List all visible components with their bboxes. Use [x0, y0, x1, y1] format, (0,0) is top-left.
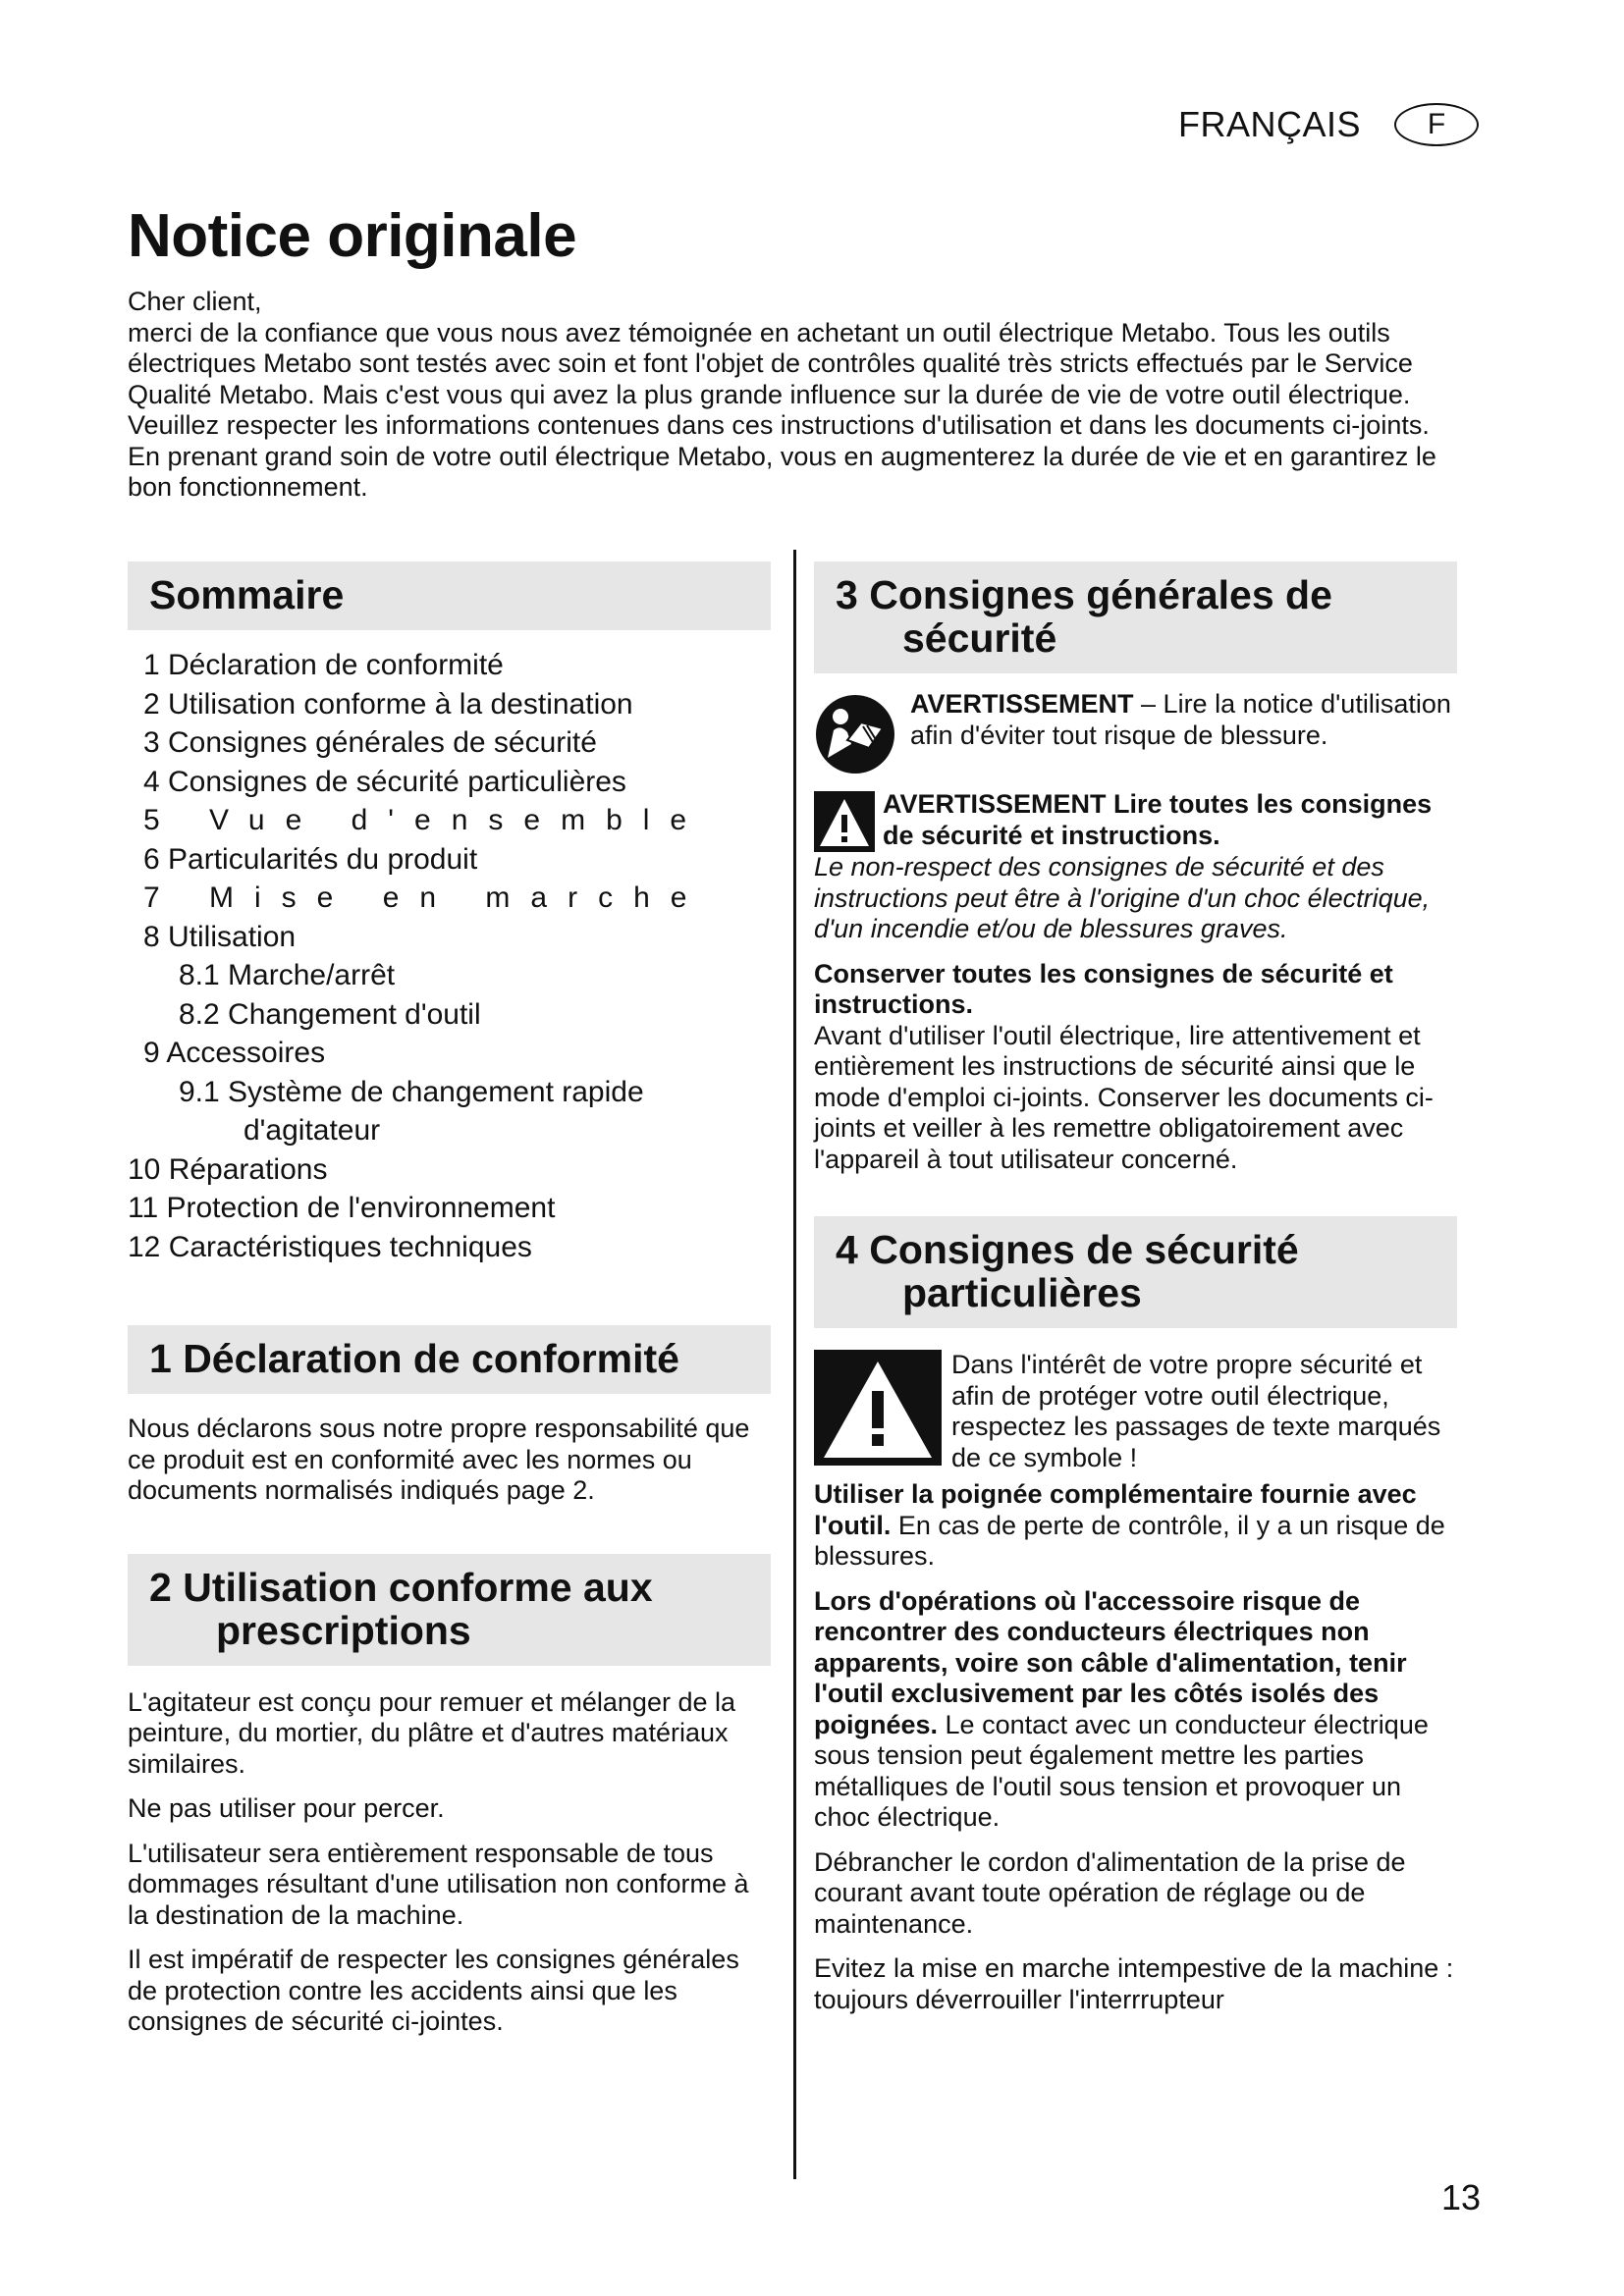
read-manual-icon [814, 693, 896, 775]
toc-item: 12 Caractéristiques techniques [128, 1230, 532, 1263]
toc-item: 4 Consignes de sécurité particulières [143, 765, 626, 798]
section-4-paragraph [814, 1479, 1457, 1573]
warning-triangle-icon [814, 1350, 942, 1466]
section-2-number: 2 [149, 1564, 172, 1610]
section-4-title-line1: Consignes de sécurité [869, 1227, 1299, 1272]
section-4-heading [814, 1216, 1457, 1328]
section-1-body [128, 1414, 771, 1507]
section-3-title-line1: Consignes générales de [869, 572, 1332, 617]
intro-text: merci de la confiance que vous nous avez témoignée en achetant un outil électrique Metabo. Tous les outils électriques Metabo sont testés avec soin et font l'objet de contrôles qualité très stricts effectués par le Service Qualité Metabo. Mais c'est vous qui avez la plus grande influence sur la durée de vie de votre outil électrique. Veuillez respecter les informations contenues dans ces instructions d'utilisation et dans les documents ci-joints. En prenant grand soin de votre outil électrique Metabo, vous en augmenterez la durée de vie et en garantirez le bon fonctionnement. [128, 317, 1436, 502]
section-3-heading [814, 561, 1457, 673]
section-4-title-line2: particulières [902, 1270, 1142, 1315]
right-column [814, 561, 1457, 2029]
warning-triangle-icon [814, 791, 875, 852]
section-2-paragraph: Ne pas utiliser pour percer. [128, 1793, 445, 1823]
safety-symbol-notice [814, 1350, 1457, 1479]
section-2-paragraph: L'utilisateur sera entièrement responsable de tous dommages résultant d'une utilisation non conforme à la destination de la machine. [128, 1838, 749, 1930]
keep-instructions-bold: Conserver toutes les consignes de sécurité et instructions. [814, 958, 1393, 1019]
toc-subitem: 9.1 Système de changement rapide [179, 1075, 644, 1108]
toc-item: 3 Consignes générales de sécurité [143, 726, 597, 759]
section-2-heading [128, 1554, 771, 1666]
intro-paragraph [128, 287, 1463, 504]
section-3-number: 3 [836, 572, 858, 617]
toc-item: 11 Protection de l'environnement [128, 1192, 556, 1224]
section-4-paragraph: Débrancher le cordon d'alimentation de la prise de courant avant toute opération de réglage ou de maintenance. [814, 1846, 1406, 1939]
section-4-text: En cas de perte de contrôle, il y a un risque de blessures. [814, 1510, 1445, 1571]
toc-item: 10 Réparations [128, 1152, 328, 1186]
section-4-bold: Utiliser la poignée complémentaire fournie avec l'outil. [814, 1479, 1417, 1540]
toc-subitem: 8.2 Changement d'outil [179, 997, 481, 1031]
toc-item: 6 Particularités du produit [143, 842, 478, 876]
page-number: 13 [1440, 2177, 1481, 2217]
read-manual-warning-text [910, 689, 1457, 751]
keep-instructions [814, 959, 1457, 1176]
section-3-body [814, 959, 1457, 1176]
warning-label: AVERTISSEMENT [910, 689, 1134, 719]
general-warning-consequence: Le non-respect des consignes de sécurité et des instructions peut être à l'origine d'un choc électrique, d'un incendie et/ou de blessures graves. [814, 852, 1431, 943]
section-4-bold: Lors d'opérations où l'accessoire risque de rencontrer des conducteurs électriques non apparents, voire son câble d'alimentation, tenir l'outil exclusivement par les côtés isolés des poignées. [814, 1585, 1407, 1739]
column-divider [793, 550, 796, 2179]
left-column [128, 561, 771, 2052]
language-indicator [1178, 103, 1479, 146]
toc-item: 2 Utilisation conforme à la destination [143, 687, 633, 721]
keep-instructions-text: Avant d'utiliser l'outil électrique, lire attentivement et entièrement les instructions de sécurité ainsi que le mode d'emploi ci-joints. Conserver les documents ci-joints et veiller à les remettre obligatoirement avec l'appareil à tout utilisateur concerné. [814, 1020, 1434, 1174]
toc-item: 9 Accessoires [143, 1037, 326, 1069]
toc-subitem-continuation: d'agitateur [244, 1114, 381, 1147]
toc-subitem: 8.1 Marche/arrêt [179, 959, 396, 991]
safety-symbol-text: Dans l'intérêt de votre propre sécurité et afin de protéger votre outil électrique, respectez les passages de texte marqués de ce symbole ! [951, 1350, 1441, 1472]
table-of-contents [128, 646, 771, 1266]
section-3-title-line2: sécurité [902, 615, 1057, 661]
language-badge: F [1394, 103, 1479, 146]
section-4-paragraph: Evitez la mise en marche intempestive de la machine : toujours déverrouiller l'interrrupteur [814, 1953, 1454, 2014]
document-title: Notice originale [128, 202, 577, 270]
toc-item: 7 Mise en marche [143, 881, 708, 914]
section-1-text: Nous déclarons sous notre propre responsabilité que ce produit est en conformité avec les normes ou documents normalisés indiqués page 2. [128, 1414, 750, 1505]
general-warning [814, 789, 1457, 852]
section-2-paragraph: Il est impératif de respecter les consignes générales de protection contre les accidents ainsi que les consignes de sécurité ci-jointes. [128, 1945, 739, 2036]
section-2-body [128, 1687, 771, 2038]
section-2-paragraph: L'agitateur est conçu pour remuer et mélanger de la peinture, du mortier, du plâtre et d'autres matériaux similaires. [128, 1686, 736, 1779]
intro-greeting: Cher client, [128, 287, 262, 316]
section-2-title-line1: Utilisation conforme aux [183, 1564, 653, 1610]
section-1-heading: 1 Déclaration de conformité [128, 1325, 771, 1394]
section-4-paragraph [814, 1586, 1457, 1834]
read-manual-warning [814, 689, 1457, 775]
section-4-text: Le contact avec un conducteur électrique sous tension peut également mettre les parties métalliques de l'outil sous tension et provoquer un choc électrique. [814, 1709, 1429, 1832]
section-4-body [814, 1479, 1457, 2015]
section-4-number: 4 [836, 1227, 858, 1272]
general-warning-text: AVERTISSEMENT Lire toutes les consignes de sécurité et instructions. [883, 789, 1433, 850]
warning-text: – Lire la notice d'utilisation afin d'éviter tout risque de blessure. [910, 689, 1451, 750]
section-2-title-line2: prescriptions [216, 1607, 471, 1653]
toc-heading: Sommaire [128, 561, 771, 630]
language-label: FRANÇAIS [1177, 104, 1361, 144]
toc-item: 8 Utilisation [143, 920, 297, 953]
toc-item: 1 Déclaration de conformité [143, 649, 504, 681]
toc-item: 5 Vue d'ensemble [143, 804, 708, 836]
